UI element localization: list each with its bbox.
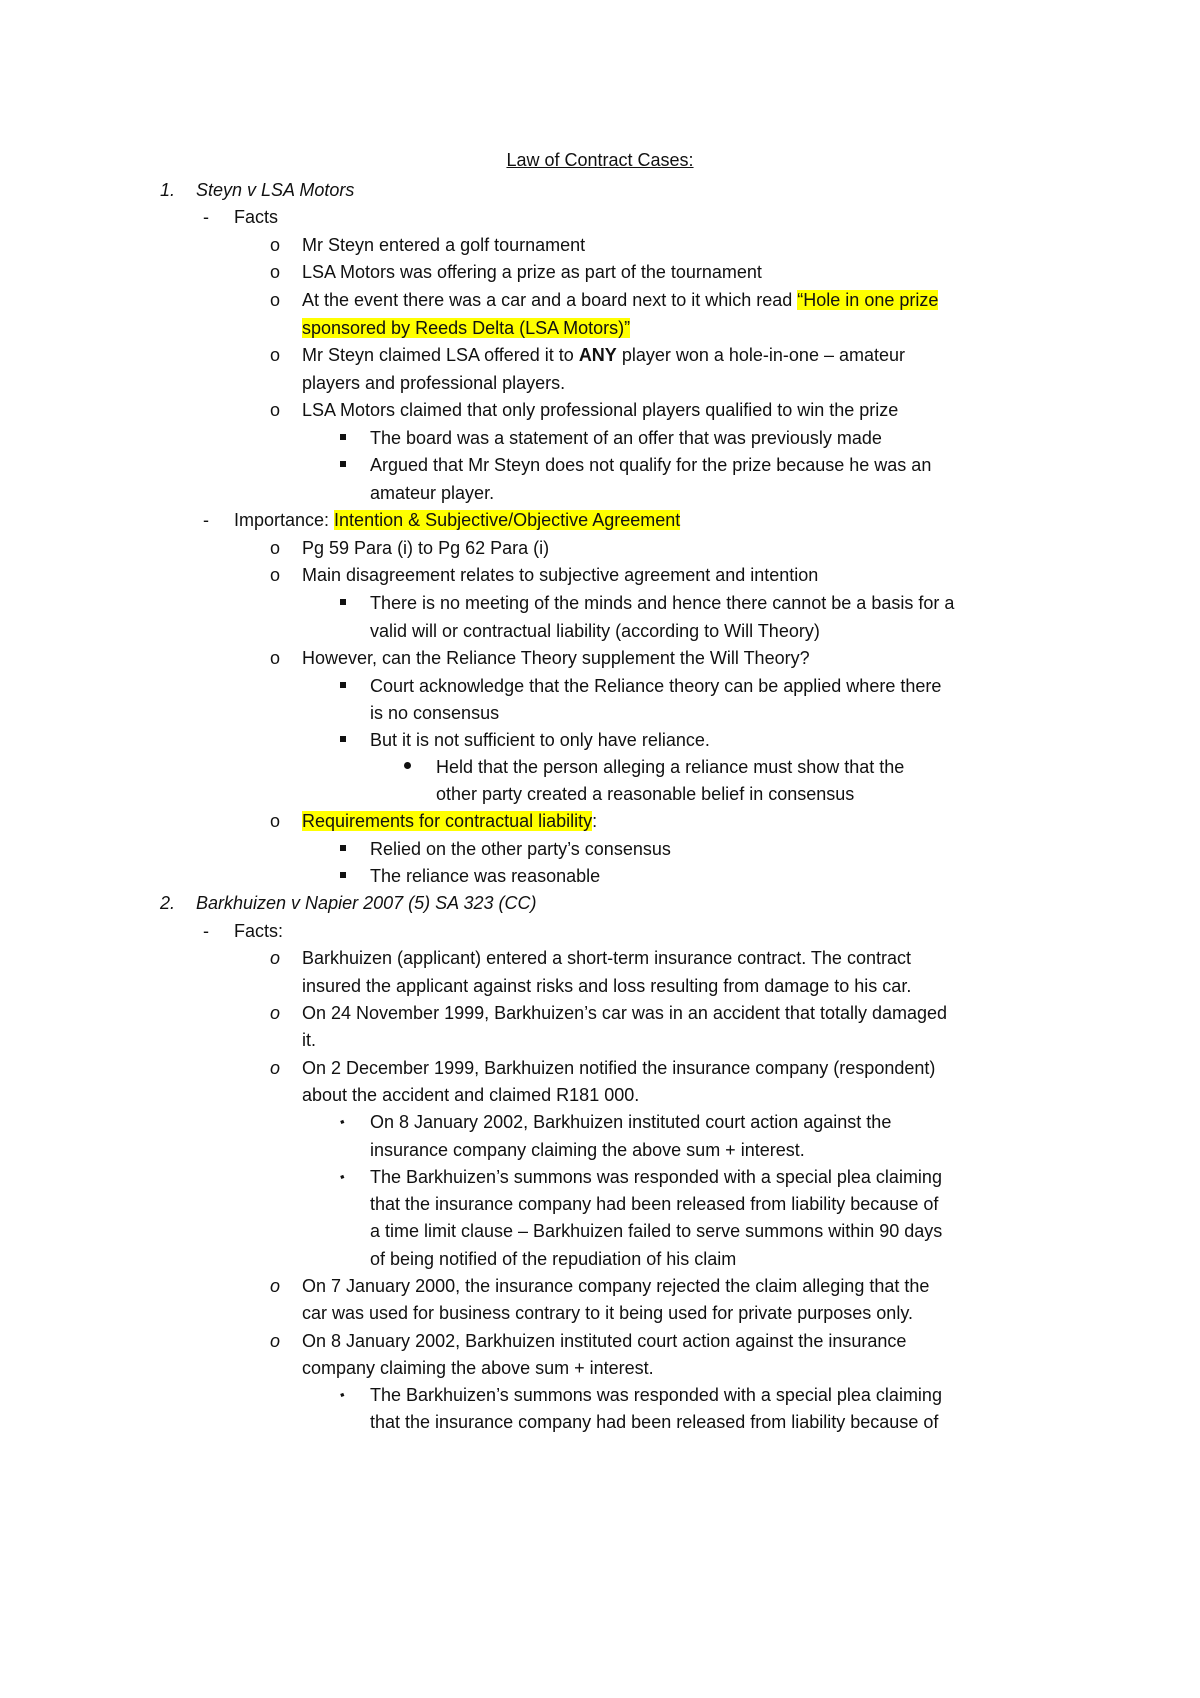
sub-point-continued: that the insurance company had been released from liability because of — [370, 1194, 939, 1214]
importance-point: Pg 59 Para (i) to Pg 62 Para (i) — [302, 538, 550, 558]
fact-line-continued — [302, 316, 630, 340]
square-bullet — [340, 434, 346, 440]
circle-bullet: o — [270, 948, 281, 968]
requirements-highlight: Requirements for contractual liability — [302, 811, 593, 831]
arrow-bullet: ▪ — [337, 1386, 347, 1403]
case-1-facts-label: Facts — [234, 207, 279, 227]
circle-bullet: o — [270, 262, 281, 282]
circle-bullet: o — [270, 811, 281, 831]
fact-text: player won a hole-in-one – amateur — [616, 345, 905, 365]
case-2-number: 2. — [160, 893, 176, 913]
sub-point-continued: of being notified of the repudiation of his claim — [370, 1249, 737, 1269]
circle-bullet: o — [270, 1276, 281, 1296]
sub-point: The Barkhuizen’s summons was responded with a special plea claiming — [370, 1385, 942, 1405]
square-bullet — [340, 845, 346, 851]
circle-bullet: o — [270, 1331, 281, 1351]
circle-bullet: o — [270, 345, 281, 365]
requirements-line — [302, 809, 597, 833]
circle-bullet: o — [270, 565, 281, 585]
fact-line: Mr Steyn entered a golf tournament — [302, 235, 586, 255]
square-bullet — [340, 461, 346, 467]
importance-point: However, can the Reliance Theory supplement the Will Theory? — [302, 648, 810, 668]
sub-point: Court acknowledge that the Reliance theory can be applied where there — [370, 676, 942, 696]
circle-bullet: o — [270, 1003, 281, 1023]
sub-sub-point: Held that the person alleging a reliance must show that the — [436, 757, 905, 777]
fact-line: Barkhuizen (applicant) entered a short-term insurance contract. The contract — [302, 948, 911, 968]
importance-point: Main disagreement relates to subjective agreement and intention — [302, 565, 819, 585]
sub-point: There is no meeting of the minds and hence there cannot be a basis for a — [370, 593, 955, 613]
circle-bullet: o — [270, 290, 281, 310]
importance-label: Importance: — [234, 510, 335, 530]
sub-point: The reliance was reasonable — [370, 866, 601, 886]
fact-line-continued: about the accident and claimed R181 000. — [302, 1085, 640, 1105]
importance-highlight: Intention & Subjective/Objective Agreement — [334, 510, 681, 530]
importance-line — [234, 508, 680, 532]
bold-word: ANY — [578, 345, 617, 365]
round-bullet — [404, 762, 411, 769]
dash-bullet: - — [203, 207, 209, 227]
fact-line: LSA Motors was offering a prize as part of the tournament — [302, 262, 762, 282]
sub-sub-point-continued: other party created a reasonable belief in consensus — [436, 784, 855, 804]
fact-line-continued: it. — [302, 1030, 317, 1050]
fact-line — [302, 343, 905, 367]
circle-bullet: o — [270, 235, 281, 255]
circle-bullet: o — [270, 1058, 281, 1078]
square-bullet — [340, 682, 346, 688]
sub-point-continued: amateur player. — [370, 483, 495, 503]
sub-point: On 8 January 2002, Barkhuizen instituted court action against the — [370, 1112, 892, 1132]
fact-line: On 8 January 2002, Barkhuizen instituted court action against the insurance — [302, 1331, 907, 1351]
fact-line-continued: company claiming the above sum + interest. — [302, 1358, 654, 1378]
circle-bullet: o — [270, 538, 281, 558]
case-2-name: Barkhuizen v Napier 2007 (5) SA 323 (CC) — [196, 893, 537, 913]
fact-line: LSA Motors claimed that only professional players qualified to win the prize — [302, 400, 899, 420]
sub-point: Argued that Mr Steyn does not qualify for the prize because he was an — [370, 455, 932, 475]
fact-line-continued: insured the applicant against risks and loss resulting from damage to his car. — [302, 976, 912, 996]
sub-point-continued: valid will or contractual liability (according to Will Theory) — [370, 621, 820, 641]
sub-point: The board was a statement of an offer that was previously made — [370, 428, 882, 448]
fact-line-continued: players and professional players. — [302, 373, 566, 393]
page-title: Law of Contract Cases: — [506, 150, 694, 170]
square-bullet — [340, 599, 346, 605]
arrow-bullet: ▪ — [337, 1168, 347, 1185]
circle-bullet: o — [270, 400, 281, 420]
sub-point-continued: insurance company claiming the above sum + interest. — [370, 1140, 805, 1160]
highlighted-quote: “Hole in one prize — [797, 290, 939, 310]
fact-line: On 2 December 1999, Barkhuizen notified the insurance company (respondent) — [302, 1058, 936, 1078]
case-2-facts-label: Facts: — [234, 921, 284, 941]
sub-point-continued: is no consensus — [370, 703, 500, 723]
sub-point: The Barkhuizen’s summons was responded with a special plea claiming — [370, 1167, 942, 1187]
case-1-name: Steyn v LSA Motors — [196, 180, 355, 200]
square-bullet — [340, 872, 346, 878]
dash-bullet: - — [203, 510, 209, 530]
fact-line: On 7 January 2000, the insurance company rejected the claim alleging that the — [302, 1276, 930, 1296]
sub-point-continued: a time limit clause – Barkhuizen failed to serve summons within 90 days — [370, 1221, 943, 1241]
fact-line — [302, 288, 938, 312]
fact-text: Mr Steyn claimed LSA offered it to — [302, 345, 579, 365]
arrow-bullet: ▪ — [337, 1113, 347, 1130]
sub-point-continued: that the insurance company had been released from liability because of — [370, 1412, 939, 1432]
dash-bullet: - — [203, 921, 209, 941]
fact-text: At the event there was a car and a board next to it which read — [302, 290, 798, 310]
case-1-number: 1. — [160, 180, 176, 200]
requirements-colon: : — [592, 811, 598, 831]
highlighted-quote: sponsored by Reeds Delta (LSA Motors)” — [302, 318, 631, 338]
circle-bullet: o — [270, 648, 281, 668]
square-bullet — [340, 736, 346, 742]
sub-point: Relied on the other party’s consensus — [370, 839, 671, 859]
fact-line: On 24 November 1999, Barkhuizen’s car was in an accident that totally damaged — [302, 1003, 948, 1023]
sub-point: But it is not sufficient to only have reliance. — [370, 730, 710, 750]
fact-line-continued: car was used for business contrary to it being used for private purposes only. — [302, 1303, 913, 1323]
